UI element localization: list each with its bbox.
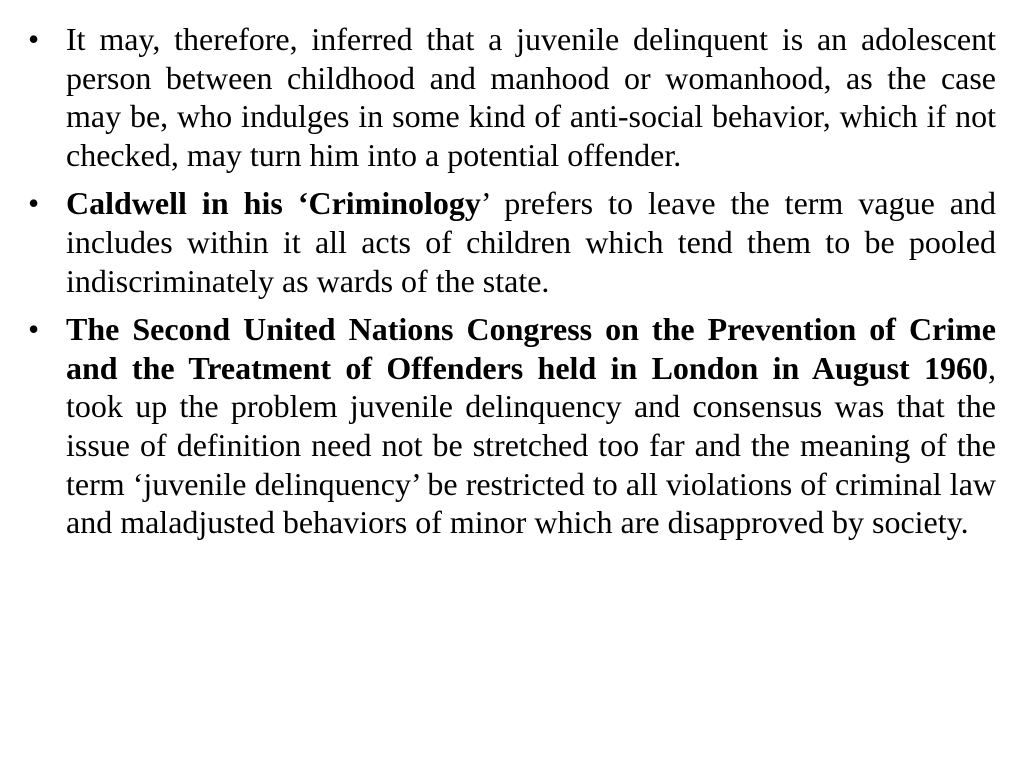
bullet-icon: • xyxy=(28,21,40,57)
bullet-item-caldwell xyxy=(28,184,996,300)
bullet-text: , took up the problem juvenile delinquency and consensus was that the issue of definition need not be stretched too far and the meaning of the term ‘juvenile delinquency’ be restricted to all violations of criminal law and maladjusted behaviors of minor which are disapproved by society. xyxy=(66,349,996,541)
bullet-text: ’ prefers to leave the term vague and includes within it all acts of children which tend them to be pooled indiscriminately as wards of the state. xyxy=(66,185,997,299)
bullet-text: It may, therefore, inferred that a juvenile delinquent is an adolescent person between childhood and manhood or womanhood, as the case may be, who indulges in some kind of anti-social behavior, which if not checked, may turn him into a potential offender. xyxy=(66,21,996,173)
bullet-bold-text: Caldwell in his ‘Criminology xyxy=(66,185,481,222)
bullet-item-inference xyxy=(28,20,996,174)
bullet-bold-text: The Second United Nations Congress on the Prevention of Crime and the Treatment of Offenders held in London in August 1960 xyxy=(66,311,996,386)
bullet-icon: • xyxy=(28,311,40,348)
bullet-list xyxy=(28,20,996,552)
bullet-icon: • xyxy=(28,185,40,222)
bullet-item-un-congress xyxy=(28,310,996,542)
